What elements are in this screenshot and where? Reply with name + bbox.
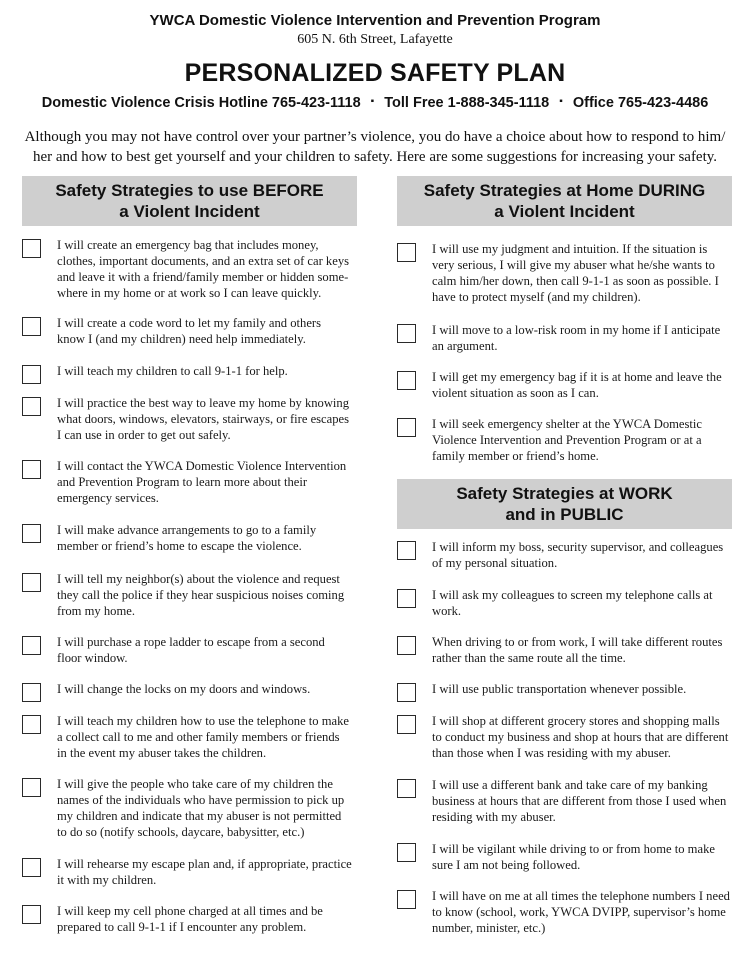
checklist-item [22,522,352,554]
checkbox[interactable] [22,397,41,416]
section-title-line1: Safety Strategies to use BEFORE [55,181,324,200]
checkbox[interactable] [22,778,41,797]
checkbox[interactable] [22,317,41,336]
checkbox[interactable] [397,324,416,343]
checklist-item [22,395,352,443]
section-header-during [397,176,732,226]
checklist-item [397,888,732,936]
checkbox[interactable] [22,905,41,924]
checkbox[interactable] [22,858,41,877]
toll-free-number: Toll Free 1-888-345-1118 [384,95,550,111]
checklist-item-text: I will use public transportation whenever possible. [432,682,687,696]
checklist-item [397,241,732,305]
checklist-item-text: I will tell my neighbor(s) about the violence and request they call the police if they hear suspicious noises coming from my home. [57,572,345,618]
checklist-item-text: I will use a different bank and take care of my banking business at hours that are different from those I used when residing with my abuser. [432,778,727,824]
checkbox[interactable] [397,779,416,798]
checklist-item [22,363,352,384]
checklist-item [397,634,732,666]
checkbox[interactable] [22,573,41,592]
organization-address: 605 N. 6th Street, Lafayette [297,32,453,47]
checklist-item-text: I will be vigilant while driving to or from home to make sure I am not being followed. [432,842,715,872]
checkbox[interactable] [22,365,41,384]
checklist-item [22,856,352,888]
checklist-item-text: I will shop at different grocery stores and shopping malls to conduct my business and shop at hours that are different than those when I was residing with my abuser. [432,714,729,760]
checkbox[interactable] [397,243,416,262]
checklist-item [397,841,732,873]
checkbox[interactable] [397,589,416,608]
checklist-item [22,315,352,347]
bullet-separator-icon: ▪ [370,95,375,107]
section-title-line2: and in PUBLIC [505,505,624,524]
checkbox[interactable] [22,460,41,479]
checklist-item-text: I will practice the best way to leave my home by knowing what doors, windows, elevators, stairways, or fire escapes I can use in order to get out safely. [57,396,350,442]
checklist-item [397,777,732,825]
checklist-item-text: I will teach my children how to use the telephone to make a collect call to me and other family members or friends in the event my abuser takes the children. [57,714,350,760]
checklist-item-text: I will contact the YWCA Domestic Violence Intervention and Prevention Program to learn more about their emergency services. [57,459,347,505]
hotline-bar [0,95,750,111]
checklist-item-text: I will ask my colleagues to screen my telephone calls at work. [432,588,713,618]
checkbox[interactable] [397,683,416,702]
checklist-item-text: I will seek emergency shelter at the YWCA Domestic Violence Intervention and Prevention Program or at a family member or friend’s home. [432,417,702,463]
checklist-item-text: I will have on me at all times the telephone numbers I need to know (school, work, YWCA DVIPP, supervisor’s home number, minister, etc.) [432,889,730,935]
section-header-before [22,176,357,226]
checklist-item-text: I will create a code word to let my family and others know I (and my children) need help immediately. [57,316,322,346]
checklist-item [397,539,732,571]
section-title-line2: a Violent Incident [494,202,635,221]
checklist-item [397,416,732,464]
checklist-item-text: I will keep my cell phone charged at all times and be prepared to call 9-1-1 if I encounter any problem. [57,904,323,934]
crisis-hotline: Domestic Violence Crisis Hotline 765-423-1118 [41,95,361,111]
checkbox[interactable] [22,524,41,543]
checklist-item-text: I will move to a low-risk room in my home if I anticipate an argument. [432,323,721,353]
checklist-item [397,369,732,401]
checklist-item-text: I will teach my children to call 9-1-1 for help. [57,364,288,378]
checklist-item-text: When driving to or from work, I will take different routes rather than the same route all the time. [432,635,723,665]
section-title-line1: Safety Strategies at Home DURING [423,181,706,200]
checklist-item [22,237,352,301]
organization-title: YWCA Domestic Violence Intervention and Prevention Program [149,12,601,29]
checklist-item-text: I will purchase a rope ladder to escape from a second floor window. [57,635,325,665]
checkbox[interactable] [397,843,416,862]
checklist-item-text: I will use my judgment and intuition. If the situation is very serious, I will give my abuser what he/she wants to calm him/her down, then call 9-1-1 as soon as possible. I have to protect myself (and my children). [432,242,719,304]
checklist-item [397,322,732,354]
intro-paragraph: Although you may not have control over your partner’s violence, you do have a choice about how to respond to him/ her and how to best get yourself and your children to safety. Here are some suggestions for increasing your safety. [24,129,726,165]
checklist-item-text: I will inform my boss, security supervisor, and colleagues of my personal situation. [432,540,724,570]
checklist-item-text: I will make advance arrangements to go to a family member or friend’s home to escape the violence. [57,523,317,553]
checklist-item [397,713,732,761]
checklist-item [22,634,352,666]
checklist-item [397,681,732,702]
checklist-item-text: I will change the locks on my doors and windows. [57,682,311,696]
checklist-item-text: I will rehearse my escape plan and, if appropriate, practice it with my children. [57,857,352,887]
checkbox[interactable] [397,715,416,734]
checkbox[interactable] [22,683,41,702]
checkbox[interactable] [22,239,41,258]
checklist-item [22,571,352,619]
checkbox[interactable] [397,890,416,909]
checkbox[interactable] [397,371,416,390]
section-title-line2: a Violent Incident [119,202,260,221]
checklist-item [22,681,352,702]
checklist-item [22,903,352,935]
checklist-item [22,713,352,761]
page-title: PERSONALIZED SAFETY PLAN [184,59,566,87]
checklist-item-text: I will get my emergency bag if it is at home and leave the violent situation as soon as I can. [432,370,722,400]
checkbox[interactable] [397,541,416,560]
section-title-line1: Safety Strategies at WORK [456,484,673,503]
checklist-item-text: I will give the people who take care of my children the names of the individuals who have permission to pick up my children and indicate that my abuser is not permitted to do so (notify schools, daycare, babysitter, etc.) [57,777,345,839]
checkbox[interactable] [22,715,41,734]
section-header-work [397,479,732,529]
checklist-item [22,458,352,506]
checklist-item [397,587,732,619]
checkbox[interactable] [397,636,416,655]
checklist-item [22,776,352,840]
checklist-item-text: I will create an emergency bag that includes money, clothes, important documents, and an extra set of car keys and leave it with a friend/family member or hidden some-where in my home or at work so I can leave quickly. [57,238,350,300]
office-number: Office 765-423-4486 [572,95,709,111]
checkbox[interactable] [22,636,41,655]
checkbox[interactable] [397,418,416,437]
bullet-separator-icon: ▪ [559,95,563,107]
